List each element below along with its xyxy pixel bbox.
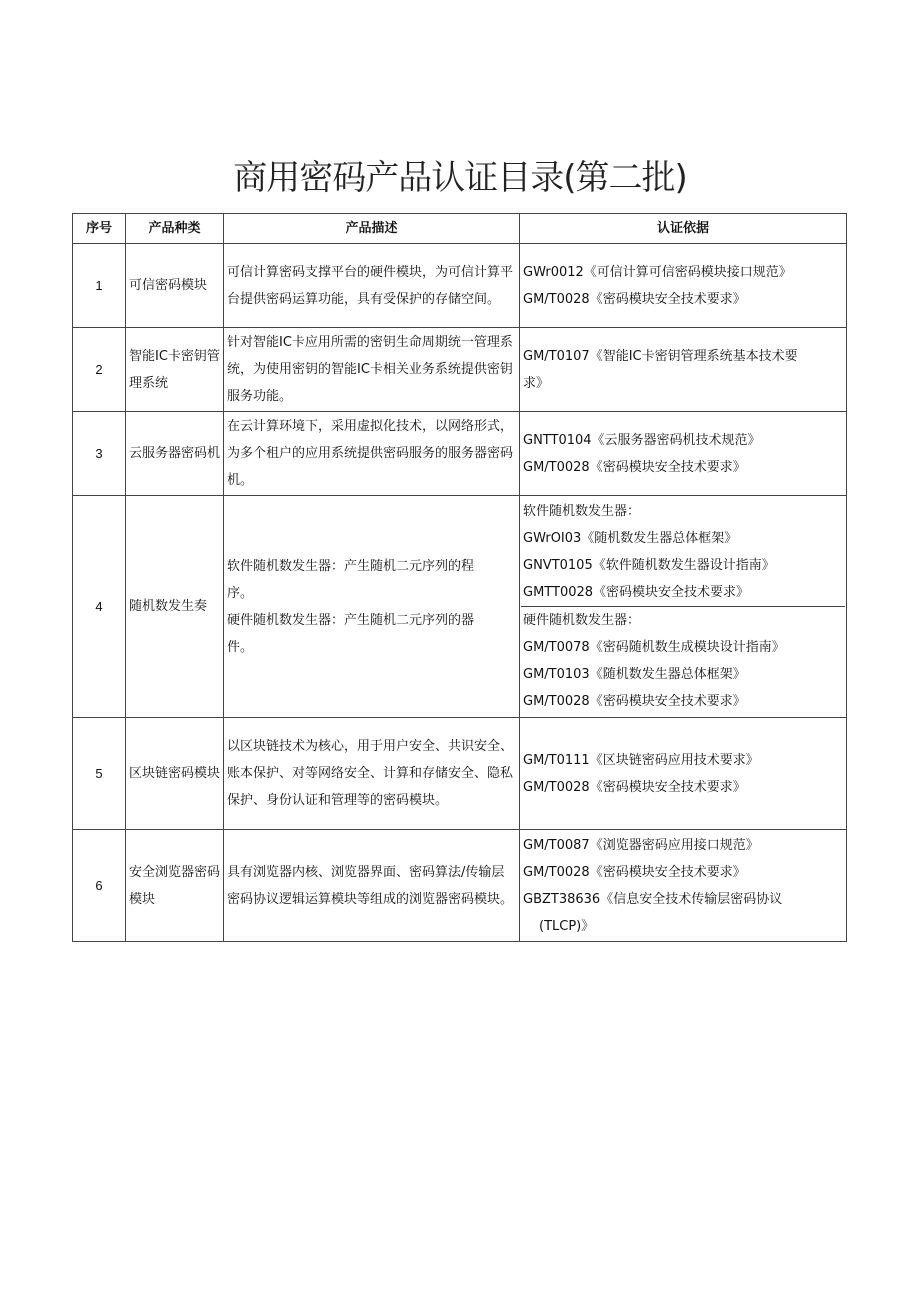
standard-reference: GM/T0028《密码模块安全技术要求》 — [523, 779, 746, 795]
standard-reference: GWr0012《可信计算可信密码模块接口规范》 — [523, 264, 792, 280]
subgroup-heading: 硬件随机数发生器： — [523, 613, 641, 628]
table-row — [73, 718, 847, 830]
table-row — [73, 412, 847, 496]
description-line: 序。 — [227, 585, 254, 601]
certification-basis — [520, 830, 847, 942]
product-category: 区块链密码模块 — [126, 718, 224, 830]
standard-reference: GM/T0028《密码模块安全技术要求》 — [523, 694, 746, 709]
row-number: 5 — [73, 718, 126, 830]
table-row — [73, 830, 847, 942]
standard-reference: GBZT38636《信息安全技术传输层密码协议 — [523, 891, 783, 907]
hardware-rng-standards — [521, 606, 845, 715]
certification-catalog-table — [72, 213, 847, 942]
table-row — [73, 244, 847, 328]
row-number: 6 — [73, 830, 126, 942]
table-header-row — [73, 214, 847, 244]
product-category: 安全浏览器密码模块 — [126, 830, 224, 942]
row-number: 1 — [73, 244, 126, 328]
subgroup-heading: 软件随机数发生器： — [523, 504, 641, 519]
table-row — [73, 496, 847, 718]
product-description: 具有浏览器内核、浏览器界面、密码算法/传输层密码协议逻辑运算模块等组成的浏览器密码模块。 — [224, 830, 520, 942]
product-description — [224, 496, 520, 718]
standard-reference: 求》 — [523, 375, 550, 391]
certification-basis — [520, 244, 847, 328]
standard-reference: GWrOI03《随机数发生器总体框架》 — [523, 531, 738, 546]
row-number: 4 — [73, 496, 126, 718]
product-category: 云服务器密码机 — [126, 412, 224, 496]
standard-reference: GM/T0111《区块链密码应用技术要求》 — [523, 752, 759, 768]
product-description: 以区块链技术为核心，用于用户安全、共识安全、账本保护、对等网络安全、计算和存储安全、隐私保护、身份认证和管理等的密码模块。 — [224, 718, 520, 830]
certification-basis — [520, 328, 847, 412]
standard-reference: GM/T0087《浏览器密码应用接口规范》 — [523, 837, 759, 853]
header-product-description: 产品描述 — [224, 214, 520, 244]
page-title: 商用密码产品认证目录(第二批) — [233, 158, 687, 198]
row-number: 2 — [73, 328, 126, 412]
standard-reference: GM/T0103《随机数发生器总体框架》 — [523, 667, 746, 682]
header-certification-basis: 认证依据 — [520, 214, 847, 244]
description-line: 软件随机数发生器：产生随机二元序列的程 — [227, 558, 475, 574]
standard-reference: GM/T0028《密码模块安全技术要求》 — [523, 291, 746, 307]
standard-reference: (TLCP)》 — [539, 918, 595, 934]
product-description: 针对智能IC卡应用所需的密钥生命周期统一管理系统，为使用密钥的智能IC卡相关业务系统提供密钥服务功能。 — [224, 328, 520, 412]
product-category: 随机数发生奏 — [126, 496, 224, 718]
standard-reference: GM/T0107《智能IC卡密钥管理系统基本技术要 — [523, 348, 798, 364]
product-category: 智能IC卡密钥管理系统 — [126, 328, 224, 412]
product-category: 可信密码模块 — [126, 244, 224, 328]
standard-reference: GNTT0104《云服务器密码机技术规范》 — [523, 432, 761, 448]
table-row — [73, 328, 847, 412]
certification-basis — [520, 718, 847, 830]
product-description: 在云计算环境下，采用虚拟化技术，以网络形式，为多个租户的应用系统提供密码服务的服务器密码机。 — [224, 412, 520, 496]
product-description: 可信计算密码支撑平台的硬件模块，为可信计算平台提供密码运算功能，具有受保护的存储空间。 — [224, 244, 520, 328]
description-line: 件。 — [227, 639, 254, 655]
software-rng-standards — [523, 498, 843, 606]
standard-reference: GM/T0028《密码模块安全技术要求》 — [523, 864, 746, 880]
certification-basis — [520, 496, 847, 718]
row-number: 3 — [73, 412, 126, 496]
certification-basis — [520, 412, 847, 496]
standard-reference: GM/T0078《密码随机数生成模块设计指南》 — [523, 640, 785, 655]
standard-reference: GMTT0028《密码模块安全技术要求》 — [523, 585, 750, 600]
standard-reference: GNVT0105《软件随机数发生器设计指南》 — [523, 558, 775, 573]
standard-reference: GM/T0028《密码模块安全技术要求》 — [523, 459, 746, 475]
header-serial-number: 序号 — [73, 214, 126, 244]
header-product-category: 产品种类 — [126, 214, 224, 244]
description-line: 硬件随机数发生器：产生随机二元序列的器 — [227, 612, 475, 628]
